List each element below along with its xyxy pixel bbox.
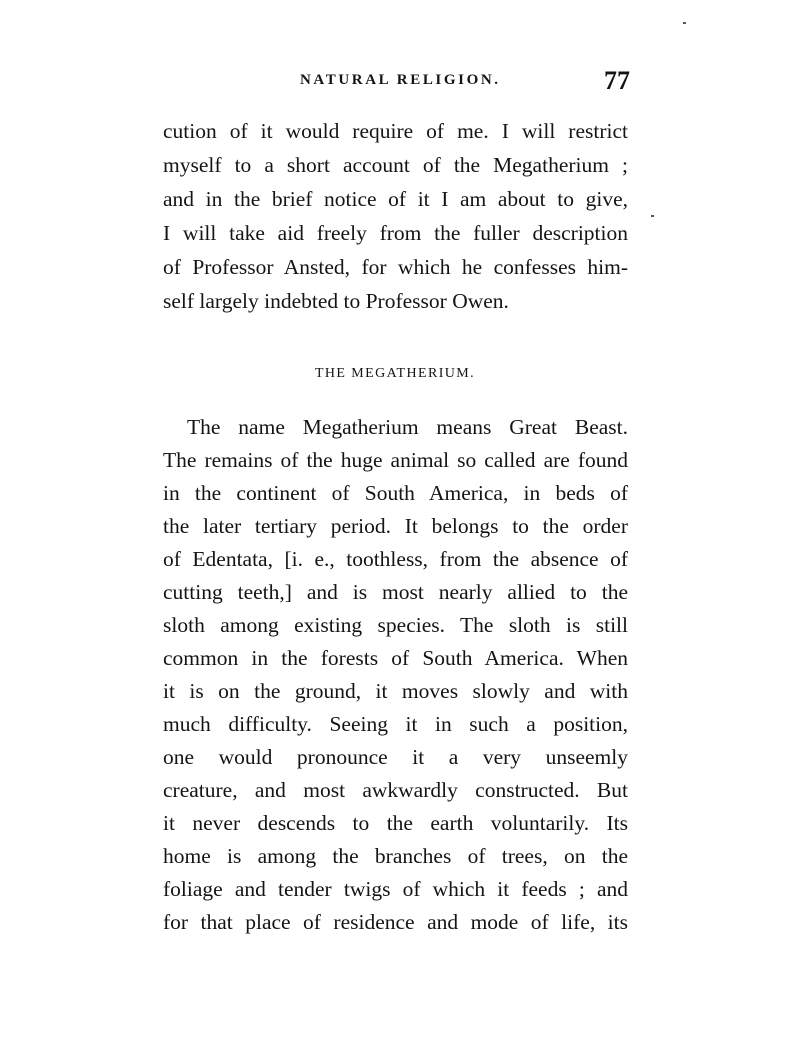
text-line: The name Megatherium means Great Beast.	[187, 415, 628, 439]
text-line: common in the forests of South America. When	[163, 646, 628, 670]
text-line: the later tertiary period. It belongs to the order	[163, 514, 628, 538]
text-line: in the continent of South America, in beds of	[163, 481, 628, 505]
page-number: 77	[604, 66, 630, 95]
running-head	[160, 66, 630, 96]
section-heading: THE MEGATHERIUM.	[314, 366, 476, 381]
text-line: foliage and tender twigs of which it feeds ; and	[163, 877, 628, 901]
text-line: much difficulty. Seeing it in such a position,	[163, 712, 628, 736]
text-line: The remains of the huge animal so called are found	[163, 448, 628, 472]
text-line: one would pronounce it a very unseemly	[163, 745, 628, 769]
text-line: cutting teeth,] and is most nearly allied to the	[163, 580, 628, 604]
ink-speck	[683, 22, 686, 24]
text-line: it never descends to the earth voluntarily. Its	[163, 811, 628, 835]
text-line: of Edentata, [i. e., toothless, from the absence of	[163, 547, 628, 571]
text-line: home is among the branches of trees, on the	[163, 844, 628, 868]
text-line: and in the brief notice of it I am about to give,	[163, 187, 628, 211]
text-line: self largely indebted to Professor Owen.	[163, 289, 509, 313]
text-line: of Professor Ansted, for which he confesses him-	[163, 255, 628, 279]
ink-speck	[651, 215, 654, 217]
text-line: I will take aid freely from the fuller description	[163, 221, 628, 245]
text-line: for that place of residence and mode of life, its	[163, 910, 628, 934]
text-line: sloth among existing species. The sloth is still	[163, 613, 628, 637]
text-line: creature, and most awkwardly constructed. But	[163, 778, 628, 802]
text-line: myself to a short account of the Megatherium ;	[163, 153, 628, 177]
text-line: cution of it would require of me. I will restrict	[163, 119, 628, 143]
running-title: NATURAL RELIGION.	[300, 72, 501, 88]
text-line: it is on the ground, it moves slowly and with	[163, 679, 628, 703]
